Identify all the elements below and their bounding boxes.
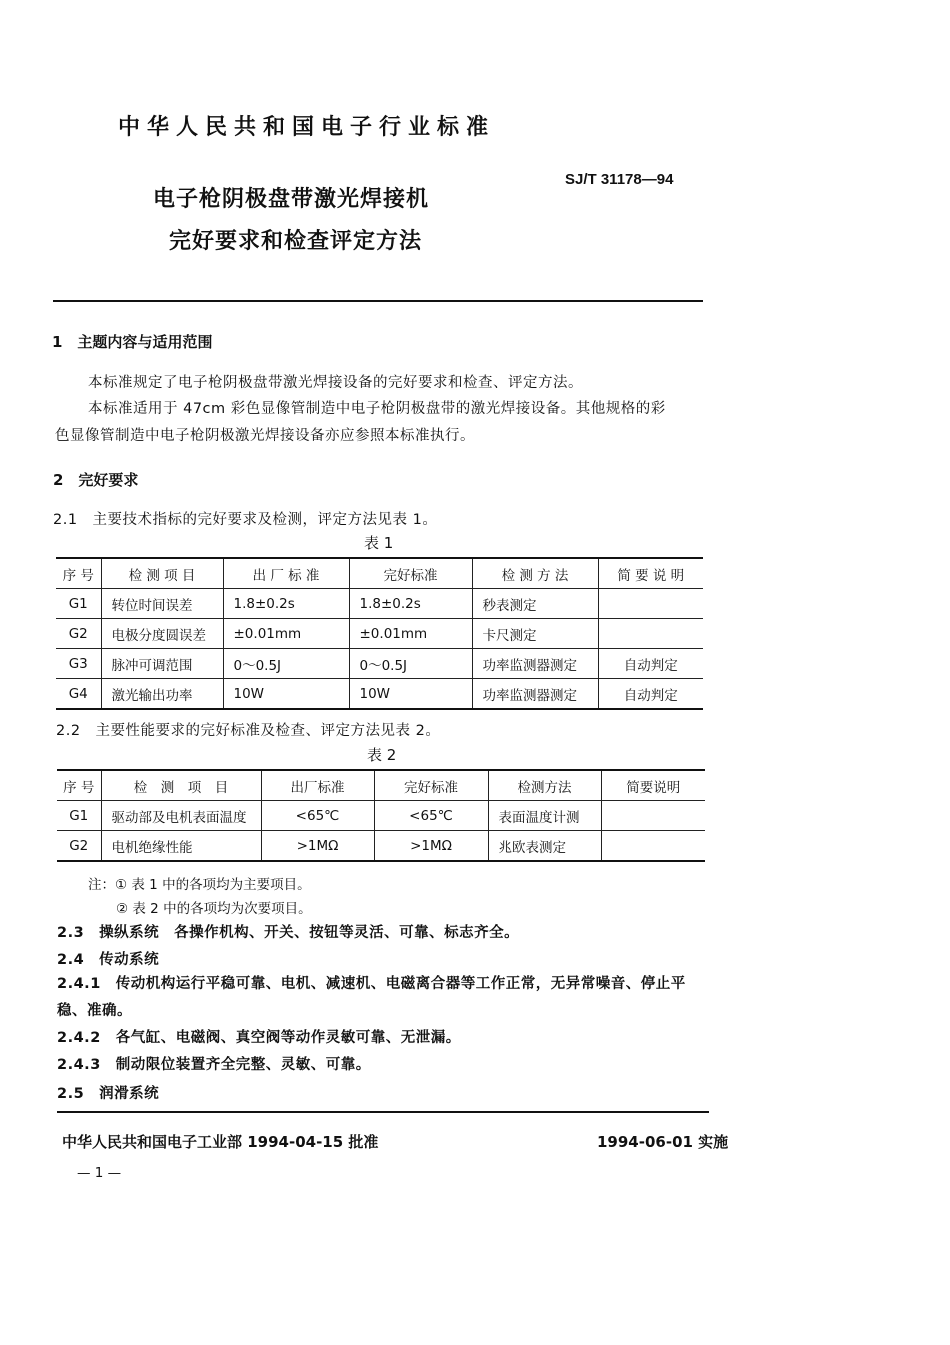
- table-1-header-cell: 序 号: [56, 558, 101, 589]
- clause-2-2: 2.2 主要性能要求的完好标准及检查、评定方法见表 2。: [56, 723, 441, 739]
- table-cell: 10W: [223, 679, 349, 710]
- table-cell: [598, 619, 703, 649]
- table-1-header-cell: 简 要 说 明: [598, 558, 703, 589]
- section-1-heading: 1 主题内容与适用范围: [52, 333, 213, 351]
- approval-note: 中华人民共和国电子工业部 1994-04-15 批准: [62, 1133, 379, 1151]
- table-2-header-cell: 检测方法: [488, 770, 601, 801]
- document-title-line2: 完好要求和检查评定方法: [169, 229, 423, 254]
- table-2-header-cell: 完好标准: [374, 770, 488, 801]
- table-cell: 激光输出功率: [101, 679, 223, 710]
- table-row: [56, 589, 703, 619]
- table-cell: 0～0.5J: [349, 649, 472, 679]
- table-cell: ±0.01mm: [349, 619, 472, 649]
- table-cell: [601, 801, 705, 831]
- standard-code: SJ/T 31178—94: [565, 171, 674, 188]
- table-cell: 功率监测器测定: [472, 679, 598, 710]
- clause-2-4-3: 2.4.3 制动限位装置齐全完整、灵敏、可靠。: [57, 1057, 371, 1073]
- section-2-heading: 2 完好要求: [53, 471, 139, 489]
- table-2-header-cell: 检 测 项 目: [101, 770, 261, 801]
- table-1-header-cell: 检 测 项 目: [101, 558, 223, 589]
- clause-2-1: 2.1 主要技术指标的完好要求及检测，评定方法见表 1。: [53, 512, 438, 528]
- table-2: [57, 769, 705, 862]
- table-2-caption: 表 2: [367, 746, 397, 764]
- clause-2-3: 2.3 操纵系统 各操作机构、开关、按钮等灵活、可靠、标志齐全。: [57, 925, 520, 941]
- table-1-header-cell: 检 测 方 法: [472, 558, 598, 589]
- table-row: [56, 619, 703, 649]
- table-row: [56, 649, 703, 679]
- table-cell: 脉冲可调范围: [101, 649, 223, 679]
- table-2-header-cell: 序 号: [57, 770, 101, 801]
- table-row: [57, 801, 705, 831]
- standard-body-header: 中华人民共和国电子行业标准: [118, 115, 496, 140]
- table-cell: 电极分度圆误差: [101, 619, 223, 649]
- table-cell: 兆欧表测定: [488, 831, 601, 862]
- table-1-header-row: [56, 558, 703, 589]
- table-1-header-cell: 出 厂 标 准: [223, 558, 349, 589]
- table-cell: 10W: [349, 679, 472, 710]
- table-cell: G1: [56, 589, 101, 619]
- table-cell: 转位时间误差: [101, 589, 223, 619]
- table-cell: [598, 589, 703, 619]
- table-cell: 秒表测定: [472, 589, 598, 619]
- table-cell: 电机绝缘性能: [101, 831, 261, 862]
- page-number: — 1 —: [77, 1165, 122, 1181]
- table-cell: 自动判定: [598, 649, 703, 679]
- table-row: [56, 679, 703, 710]
- table-cell: >1MΩ: [261, 831, 374, 862]
- note-1: 注：① 表 1 中的各项均为主要项目。: [88, 877, 311, 893]
- clause-2-4: 2.4 传动系统: [57, 952, 160, 968]
- clause-2-4-1a: 2.4.1 传动机构运行平稳可靠、电机、减速机、电磁离合器等工作正常，无异常噪音、停止平: [57, 976, 686, 992]
- table-row: [57, 831, 705, 862]
- table-cell: 表面温度计测: [488, 801, 601, 831]
- table-1-caption: 表 1: [364, 534, 394, 552]
- title-divider: [53, 300, 703, 302]
- table-cell: <65℃: [261, 801, 374, 831]
- clause-2-5: 2.5 润滑系统: [57, 1086, 160, 1102]
- table-cell: G4: [56, 679, 101, 710]
- clause-2-4-1b: 稳、准确。: [57, 1003, 132, 1019]
- table-cell: >1MΩ: [374, 831, 488, 862]
- table-cell: ±0.01mm: [223, 619, 349, 649]
- table-2-header-cell: 简要说明: [601, 770, 705, 801]
- table-cell: G3: [56, 649, 101, 679]
- table-1: [56, 557, 703, 710]
- clause-2-4-2: 2.4.2 各气缸、电磁阀、真空阀等动作灵敏可靠、无泄漏。: [57, 1030, 461, 1046]
- table-cell: 1.8±0.2s: [349, 589, 472, 619]
- footer-divider: [57, 1111, 709, 1113]
- section-1-paragraph-2b: 色显像管制造中电子枪阴极激光焊接设备亦应参照本标准执行。: [55, 428, 475, 444]
- table-cell: <65℃: [374, 801, 488, 831]
- table-cell: G1: [57, 801, 101, 831]
- table-1-header-cell: 完好标准: [349, 558, 472, 589]
- table-cell: 自动判定: [598, 679, 703, 710]
- effective-date: 1994-06-01 实施: [597, 1133, 729, 1151]
- note-2: ② 表 2 中的各项均为次要项目。: [116, 901, 312, 917]
- table-2-header-cell: 出厂标准: [261, 770, 374, 801]
- table-2-header-row: [57, 770, 705, 801]
- table-cell: G2: [57, 831, 101, 862]
- section-1-paragraph-2a: 本标准适用于 47cm 彩色显像管制造中电子枪阴极盘带的激光焊接设备。其他规格的彩: [88, 401, 666, 417]
- document-title-line1: 电子枪阴极盘带激光焊接机: [153, 187, 430, 212]
- table-cell: 功率监测器测定: [472, 649, 598, 679]
- table-cell: G2: [56, 619, 101, 649]
- table-cell: 卡尺测定: [472, 619, 598, 649]
- table-cell: 驱动部及电机表面温度: [101, 801, 261, 831]
- table-cell: 1.8±0.2s: [223, 589, 349, 619]
- table-cell: 0～0.5J: [223, 649, 349, 679]
- section-1-paragraph-1: 本标准规定了电子枪阴极盘带激光焊接设备的完好要求和检查、评定方法。: [88, 375, 583, 391]
- table-cell: [601, 831, 705, 862]
